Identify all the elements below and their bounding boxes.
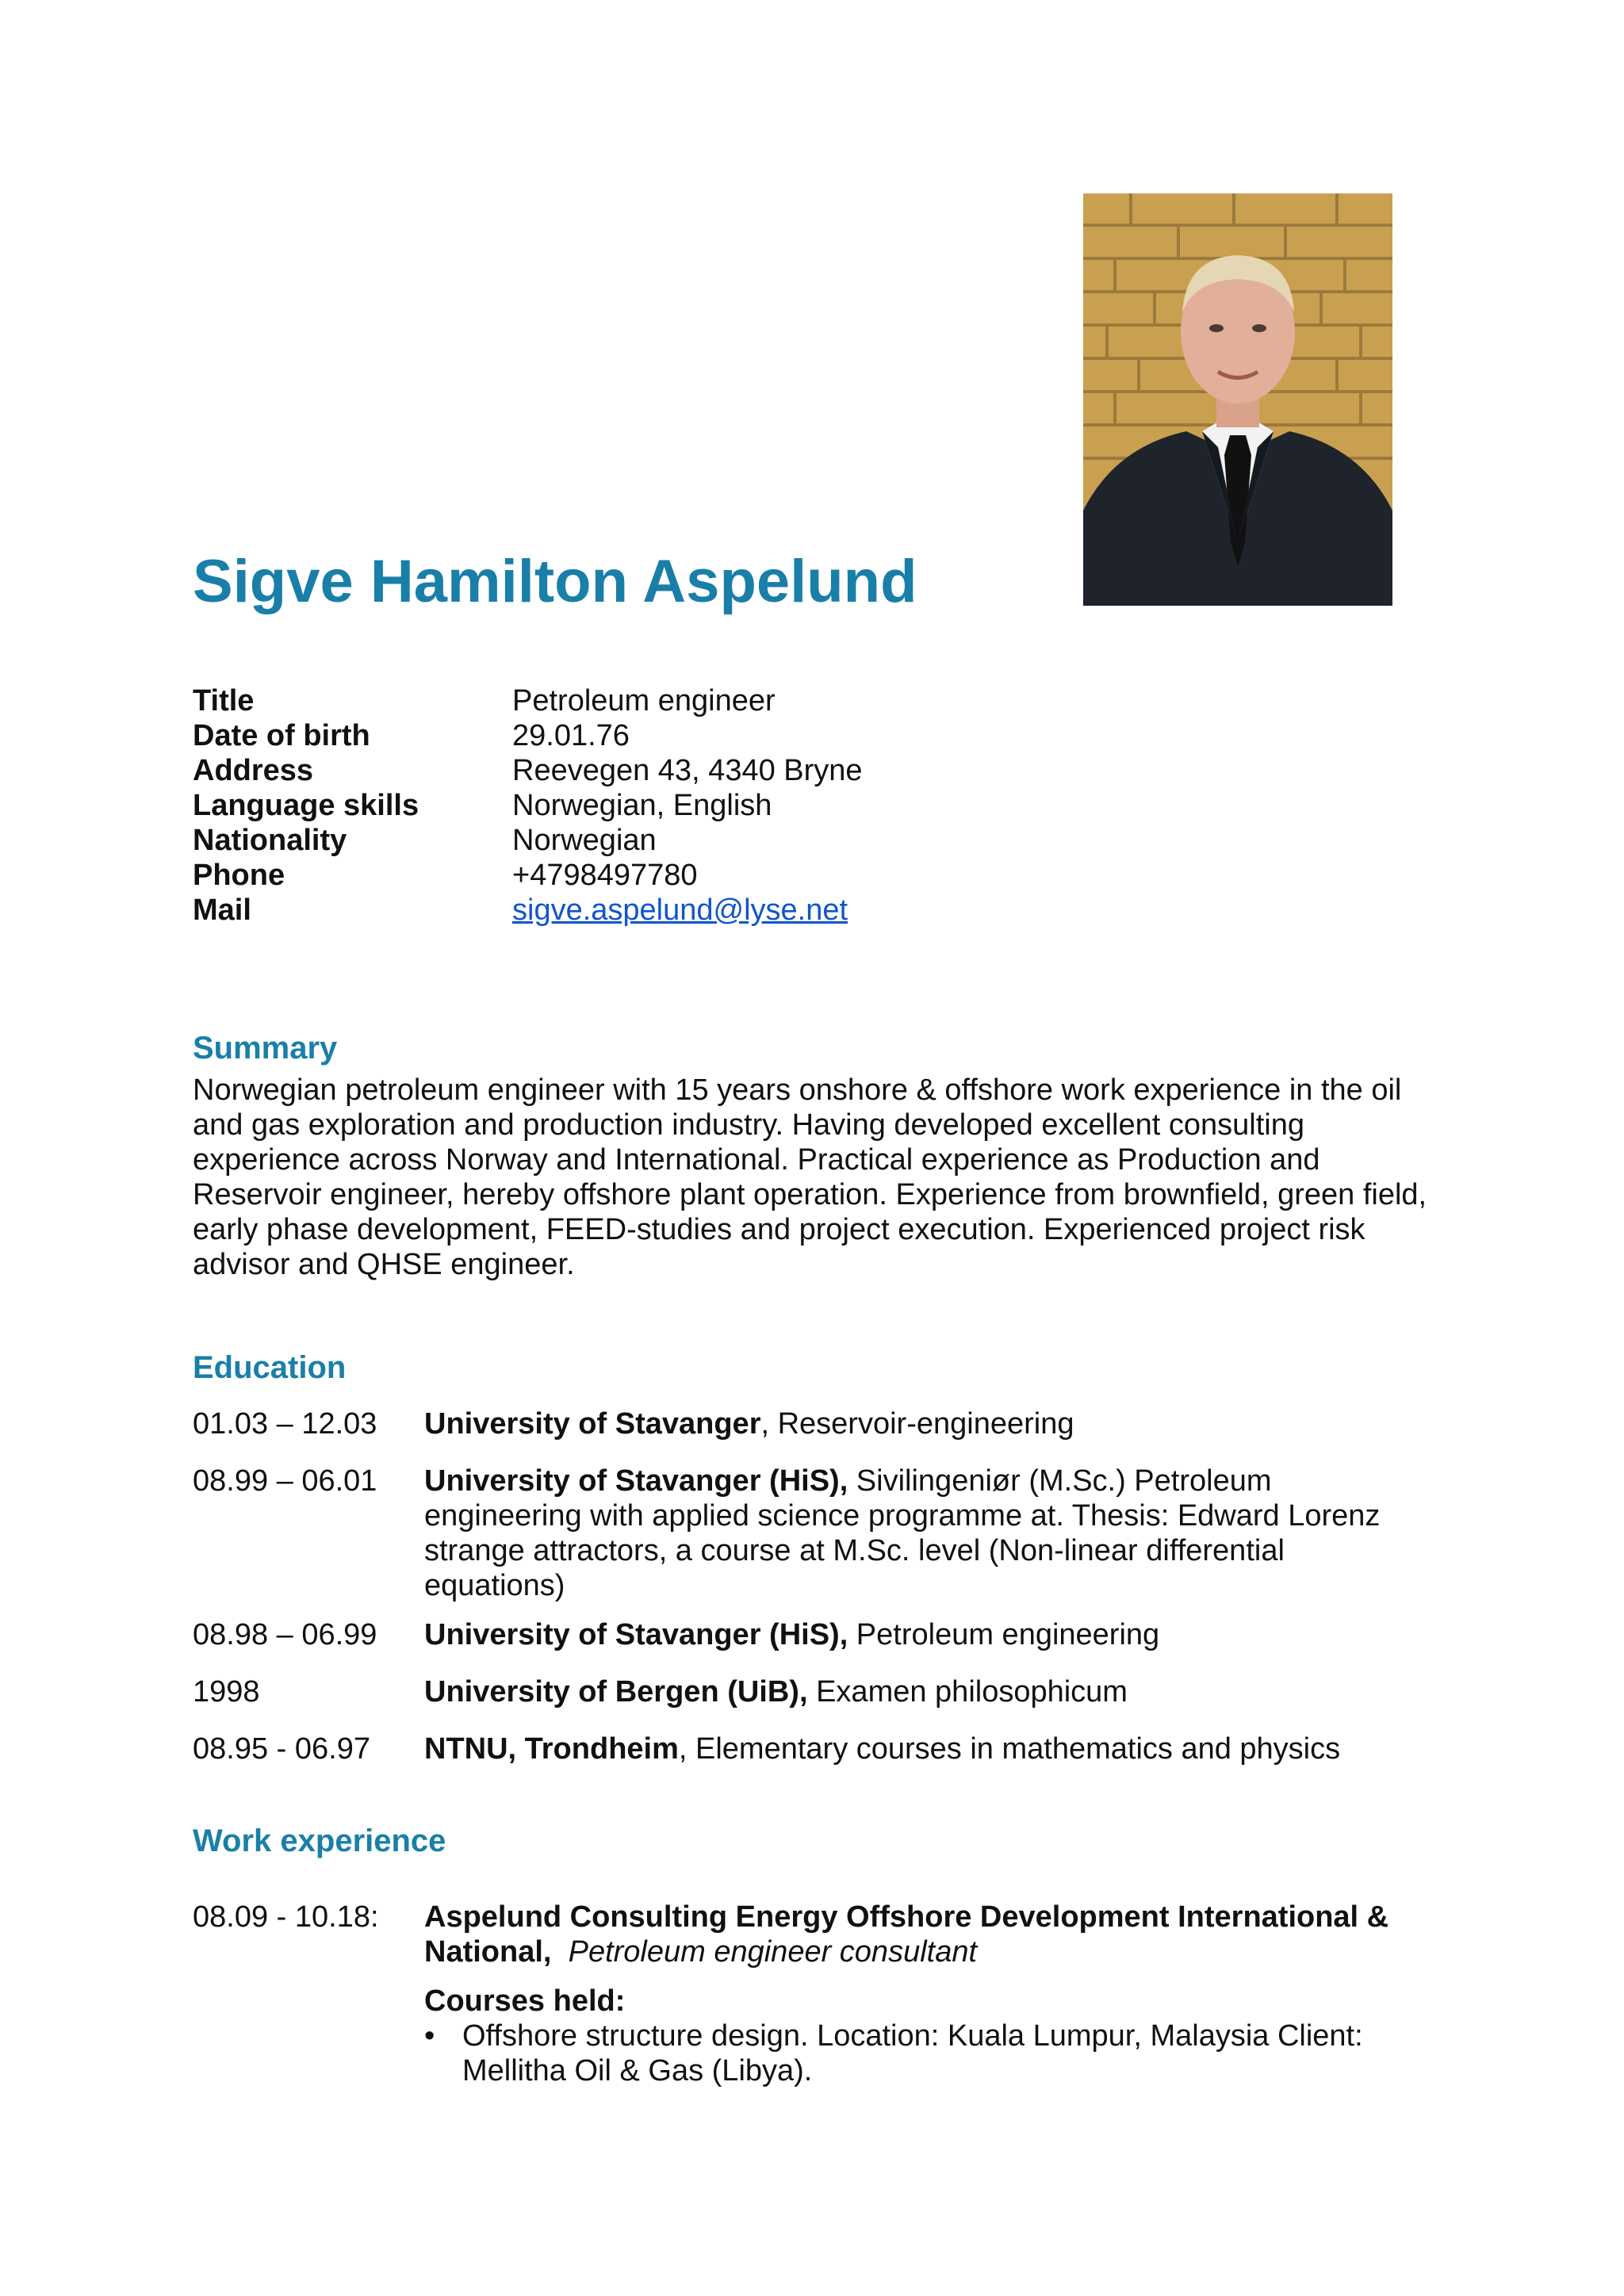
- education-institution: University of Bergen (UiB),: [424, 1675, 808, 1709]
- education-item: [193, 1406, 1408, 1441]
- education-description: [424, 1406, 1408, 1441]
- course-item: [424, 2019, 1408, 2088]
- date-of-birth-value: 29.01.76: [512, 719, 630, 752]
- bullet-icon: •: [424, 2019, 435, 2053]
- info-row-language-skills: [193, 788, 863, 823]
- education-detail: Examen philosophicum: [807, 1675, 1128, 1709]
- education-item: [193, 1732, 1408, 1766]
- address-label: Address: [193, 754, 314, 787]
- education-description: [424, 1464, 1408, 1603]
- info-row-phone: [193, 858, 863, 893]
- education-date: 08.95 - 06.97: [193, 1732, 370, 1766]
- portrait-image: [1083, 193, 1392, 606]
- mail-label: Mail: [193, 894, 251, 927]
- education-detail: , Elementary courses in mathematics and physics: [678, 1732, 1341, 1766]
- title-label: Title: [193, 684, 255, 718]
- education-item: [193, 1674, 1408, 1709]
- education-description: [424, 1674, 1408, 1709]
- phone-label: Phone: [193, 859, 285, 892]
- info-row-nationality: [193, 823, 863, 858]
- education-detail: Petroleum engineering: [848, 1618, 1160, 1651]
- language-skills-value: Norwegian, English: [512, 789, 772, 822]
- education-date: 1998: [193, 1675, 260, 1709]
- work-item: [193, 1900, 1408, 2088]
- info-row-address: [193, 753, 863, 788]
- education-heading: Education: [193, 1350, 347, 1385]
- work-date: 08.09 - 10.18:: [193, 1900, 379, 1934]
- nationality-label: Nationality: [193, 824, 347, 857]
- education-date: 08.98 – 06.99: [193, 1618, 377, 1651]
- personal-info-table: [193, 683, 863, 928]
- title-value: Petroleum engineer: [512, 684, 776, 718]
- info-row-date-of-birth: [193, 718, 863, 753]
- education-institution: University of Stavanger (HiS),: [424, 1618, 848, 1651]
- education-institution: NTNU, Trondheim: [424, 1732, 679, 1766]
- education-detail: Sivilingeniør (M.Sc.) Petroleum engineering with applied science programme at. Thesis: Edward Lorenz strange attractors, a course at M.Sc. level (Non-linear differential equations): [424, 1464, 1381, 1602]
- education-institution: University of Stavanger (HiS),: [424, 1464, 848, 1498]
- education-description: [424, 1617, 1408, 1652]
- nationality-value: Norwegian: [512, 824, 657, 857]
- education-date: 01.03 – 12.03: [193, 1407, 377, 1441]
- work-role: Petroleum engineer consultant: [568, 1935, 978, 1969]
- profile-photo: [1083, 193, 1392, 606]
- education-institution: University of Stavanger: [424, 1407, 761, 1441]
- education-item: [193, 1464, 1408, 1603]
- work-description: [424, 1900, 1408, 2088]
- education-date: 08.99 – 06.01: [193, 1464, 377, 1498]
- work-heading: [424, 1900, 1408, 1969]
- info-row-mail: [193, 893, 863, 928]
- summary-heading: Summary: [193, 1031, 338, 1066]
- work-experience-heading: Work experience: [193, 1823, 446, 1858]
- education-description: [424, 1732, 1408, 1766]
- address-value: Reevegen 43, 4340 Bryne: [512, 754, 863, 787]
- courses-heading: Courses held:: [424, 1984, 626, 2018]
- education-item: [193, 1617, 1408, 1652]
- candidate-name: Sigve Hamilton Aspelund: [193, 548, 917, 615]
- info-row-title: [193, 683, 863, 718]
- date-of-birth-label: Date of birth: [193, 719, 370, 752]
- work-company: Aspelund Consulting Energy Offshore Development International & National,: [424, 1900, 1389, 1969]
- summary-text: Norwegian petroleum engineer with 15 years onshore & offshore work experience in the oil and gas exploration and production industry. Having developed excellent consulting experience across Norway and International. Practical experience as Production and Reservoir engineer, hereby offshore plant operation. Experience from brownfield, green field, early phase development, FEED-studies and project execution. Experienced project risk advisor and QHSE engineer.: [193, 1073, 1427, 1281]
- course-text: Offshore structure design. Location: Kuala Lumpur, Malaysia Client: Mellitha Oil & Gas (Libya).: [462, 2019, 1363, 2087]
- phone-value: +4798497780: [512, 859, 698, 892]
- education-detail: , Reservoir-engineering: [760, 1407, 1074, 1441]
- email-link[interactable]: sigve.aspelund@lyse.net: [512, 894, 848, 927]
- language-skills-label: Language skills: [193, 789, 419, 822]
